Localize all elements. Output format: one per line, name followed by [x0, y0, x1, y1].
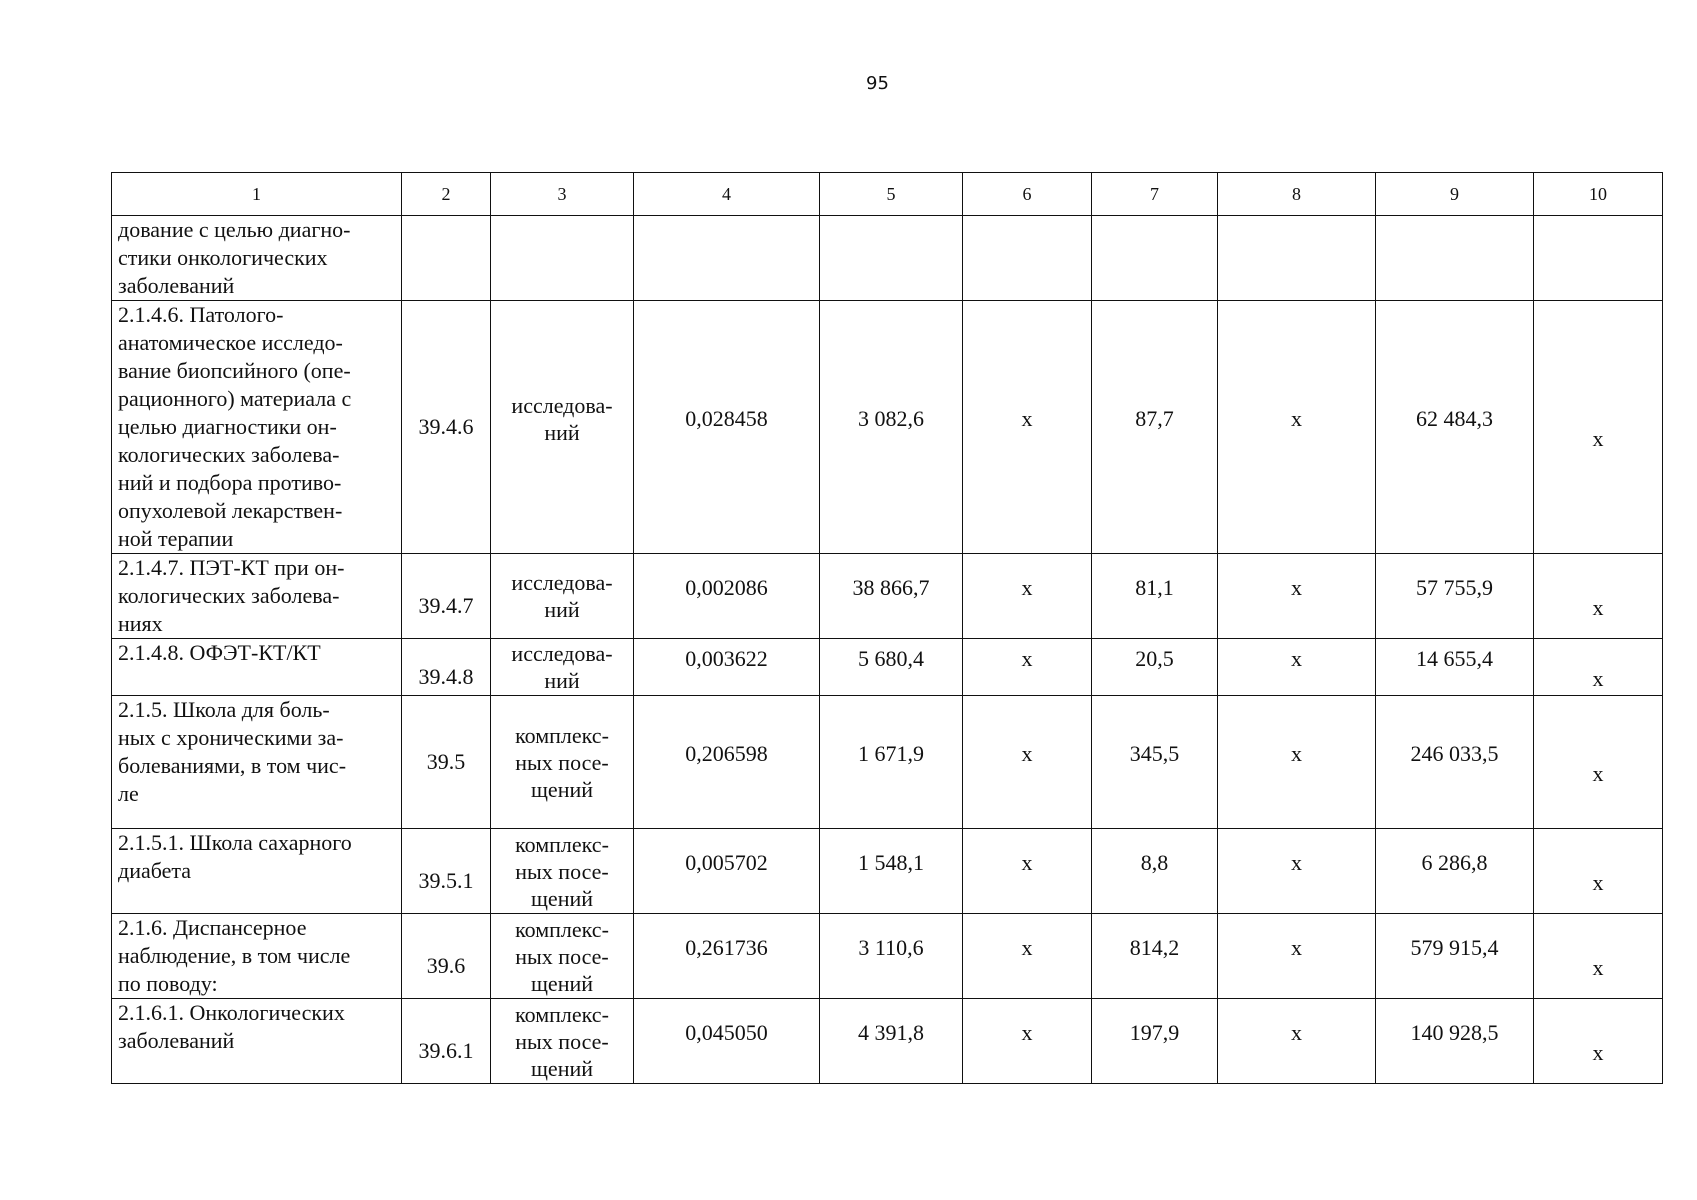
cell-c7	[1092, 914, 1218, 999]
cell-unit	[491, 554, 634, 639]
cell-value: 20,5	[1135, 646, 1174, 671]
cell-c8	[1218, 829, 1376, 914]
text-line: ных с хроническими за-	[118, 725, 344, 750]
cell-value: 579 915,4	[1410, 935, 1499, 960]
column-header: 8	[1218, 173, 1376, 216]
cell-value: 39.4.8	[418, 664, 474, 689]
cell-code	[402, 696, 491, 829]
text-line: ных посе-	[515, 943, 609, 969]
cell-c9	[1376, 696, 1534, 829]
table-row	[112, 999, 1663, 1084]
cell-value: 814,2	[1129, 935, 1180, 960]
cell-c5	[820, 829, 963, 914]
cell-c6	[963, 914, 1092, 999]
cell-value: 39.4.6	[418, 414, 474, 439]
text-line: заболеваний	[118, 1028, 235, 1053]
table-row	[112, 301, 1663, 554]
text-line: исследова-	[511, 641, 613, 666]
table-row	[112, 829, 1663, 914]
cell-c4	[634, 696, 820, 829]
cell-c5	[820, 216, 963, 301]
text-line: ле	[118, 781, 139, 806]
text-line: исследова-	[511, 570, 613, 595]
cell-unit	[491, 999, 634, 1084]
cell-unit	[491, 301, 634, 554]
column-header: 3	[491, 173, 634, 216]
cell-value: 81,1	[1135, 575, 1174, 600]
cell-value: 3 082,6	[858, 406, 924, 431]
cell-value: 57 755,9	[1416, 575, 1493, 600]
cell-value: х	[1021, 406, 1033, 431]
cell-code	[402, 999, 491, 1084]
cell-value: 39.4.7	[418, 593, 474, 618]
cell-c10	[1534, 216, 1663, 301]
cell-value: 87,7	[1135, 406, 1174, 431]
cell-value: 39.6	[426, 953, 466, 978]
cell-c9	[1376, 554, 1534, 639]
text-line: целью диагностики он-	[118, 414, 337, 439]
cell-value: х	[1592, 666, 1604, 691]
cell-value: 6 286,8	[1421, 850, 1488, 875]
text-line: рационного) материала с	[118, 386, 352, 411]
cell-code	[402, 914, 491, 999]
table-row	[112, 914, 1663, 999]
cell-value: х	[1021, 850, 1033, 875]
cell-unit	[491, 216, 634, 301]
text-line: ний	[544, 668, 580, 693]
cell-unit	[491, 639, 634, 696]
cell-value: 0,005702	[685, 850, 768, 875]
text-line: щений	[530, 776, 594, 802]
text-line: наблюдение, в том числе	[118, 943, 351, 968]
cell-value: 0,028458	[685, 406, 768, 431]
cell-c10	[1534, 999, 1663, 1084]
column-header: 6	[963, 173, 1092, 216]
cell-value: х	[1291, 935, 1302, 960]
text-line: 2.1.6.1. Онкологических	[118, 1000, 345, 1025]
cell-value: 0,206598	[685, 741, 768, 766]
cell-c7	[1092, 639, 1218, 696]
cell-value: х	[1291, 406, 1302, 431]
cell-c4	[634, 301, 820, 554]
cell-c7	[1092, 216, 1218, 301]
cell-c4	[634, 554, 820, 639]
text-line: щений	[530, 1055, 594, 1081]
cell-c8	[1218, 914, 1376, 999]
cell-c7	[1092, 696, 1218, 829]
cell-c6	[963, 554, 1092, 639]
cell-value: 39.5.1	[418, 868, 474, 893]
cell-name	[112, 999, 402, 1084]
cell-c4	[634, 914, 820, 999]
cell-c5	[820, 639, 963, 696]
column-header: 5	[820, 173, 963, 216]
cell-c9	[1376, 639, 1534, 696]
text-line: анатомическое исследо-	[118, 330, 343, 355]
cell-value: 39.5	[426, 749, 466, 774]
text-line: ной терапии	[118, 526, 234, 551]
cell-c9	[1376, 216, 1534, 301]
cell-c9	[1376, 301, 1534, 554]
cell-value: х	[1592, 1040, 1604, 1065]
text-line: стики онкологических	[118, 245, 328, 270]
cell-value: х	[1592, 426, 1604, 451]
text-line: кологических заболева-	[118, 442, 340, 467]
cell-value: 1 671,9	[858, 741, 924, 766]
text-line: ний и подбора противо-	[118, 470, 342, 495]
cell-c7	[1092, 829, 1218, 914]
cell-value: х	[1592, 595, 1604, 620]
text-line: 2.1.4.8. ОФЭТ-КТ/КТ	[118, 640, 321, 665]
column-header: 10	[1534, 173, 1663, 216]
text-line: по поводу:	[118, 971, 218, 996]
table-body	[112, 216, 1663, 1084]
cell-value: 0,045050	[685, 1020, 768, 1045]
cell-name	[112, 829, 402, 914]
cell-c6	[963, 216, 1092, 301]
text-line: 2.1.5. Школа для боль-	[118, 697, 330, 722]
cell-value: 62 484,3	[1416, 406, 1493, 431]
cell-value: 0,002086	[685, 575, 768, 600]
table-row	[112, 639, 1663, 696]
cell-value: х	[1291, 1020, 1302, 1045]
data-table	[111, 172, 1663, 1084]
text-line: вание биопсийного (опе-	[118, 358, 351, 383]
text-line: комплекс-	[515, 722, 609, 748]
cell-name	[112, 216, 402, 301]
column-header: 1	[112, 173, 402, 216]
cell-value: 14 655,4	[1416, 646, 1493, 671]
cell-c10	[1534, 301, 1663, 554]
text-line: 2.1.6. Диспансерное	[118, 915, 307, 940]
cell-c5	[820, 999, 963, 1084]
cell-c10	[1534, 914, 1663, 999]
header-row	[112, 173, 1663, 216]
cell-code	[402, 301, 491, 554]
cell-value: 0,261736	[685, 935, 768, 960]
cell-c6	[963, 301, 1092, 554]
cell-c5	[820, 696, 963, 829]
text-line: 2.1.4.7. ПЭТ-КТ при он-	[118, 555, 345, 580]
cell-value: 39.6.1	[418, 1038, 474, 1063]
text-line: ных посе-	[515, 858, 609, 884]
cell-c8	[1218, 639, 1376, 696]
text-line: ных посе-	[515, 749, 609, 775]
text-line: комплекс-	[515, 1001, 609, 1027]
text-line: болеваниями, в том чис-	[118, 753, 347, 778]
cell-c8	[1218, 216, 1376, 301]
cell-value: 140 928,5	[1410, 1020, 1499, 1045]
page-number: 95	[866, 73, 889, 94]
cell-c4	[634, 216, 820, 301]
column-header: 9	[1376, 173, 1534, 216]
cell-c6	[963, 696, 1092, 829]
cell-code	[402, 639, 491, 696]
cell-value: 345,5	[1129, 741, 1180, 766]
cell-value: 1 548,1	[858, 850, 924, 875]
cell-value: 197,9	[1129, 1020, 1180, 1045]
cell-unit	[491, 829, 634, 914]
cell-c4	[634, 999, 820, 1084]
cell-name	[112, 554, 402, 639]
cell-c7	[1092, 999, 1218, 1084]
text-line: опухолевой лекарствен-	[118, 498, 343, 523]
cell-c9	[1376, 829, 1534, 914]
cell-c6	[963, 829, 1092, 914]
text-line: ний	[544, 597, 580, 622]
text-line: ний	[544, 420, 580, 445]
cell-value: х	[1021, 646, 1033, 671]
cell-code	[402, 829, 491, 914]
text-line: диабета	[118, 858, 192, 883]
cell-c8	[1218, 554, 1376, 639]
cell-name	[112, 639, 402, 696]
cell-c5	[820, 554, 963, 639]
cell-code	[402, 554, 491, 639]
text-line: дование с целью диагно-	[118, 217, 351, 242]
cell-name	[112, 914, 402, 999]
text-line: комплекс-	[515, 916, 609, 942]
text-line: щений	[530, 970, 594, 996]
cell-c6	[963, 639, 1092, 696]
cell-c6	[963, 999, 1092, 1084]
cell-value: 8,8	[1140, 850, 1169, 875]
text-line: кологических заболева-	[118, 583, 340, 608]
text-line: 2.1.4.6. Патолого-	[118, 302, 284, 327]
cell-c4	[634, 639, 820, 696]
cell-c9	[1376, 914, 1534, 999]
text-line: исследова-	[511, 393, 613, 418]
cell-name	[112, 301, 402, 554]
cell-value: х	[1021, 575, 1033, 600]
cell-code	[402, 216, 491, 301]
table-row	[112, 216, 1663, 301]
cell-value: 246 033,5	[1410, 741, 1499, 766]
cell-value: 38 866,7	[852, 575, 930, 600]
cell-c10	[1534, 639, 1663, 696]
table-row	[112, 696, 1663, 829]
text-line: комплекс-	[515, 831, 609, 857]
cell-unit	[491, 914, 634, 999]
cell-value: х	[1021, 1020, 1033, 1045]
cell-c10	[1534, 554, 1663, 639]
cell-value: 3 110,6	[858, 935, 924, 960]
cell-value: х	[1291, 646, 1302, 671]
cell-c10	[1534, 696, 1663, 829]
cell-c10	[1534, 829, 1663, 914]
cell-c4	[634, 829, 820, 914]
cell-value: х	[1592, 761, 1604, 786]
column-header: 2	[402, 173, 491, 216]
cell-value: х	[1592, 955, 1604, 980]
cell-value: 4 391,8	[858, 1020, 924, 1045]
cell-c8	[1218, 999, 1376, 1084]
cell-c7	[1092, 301, 1218, 554]
cell-c5	[820, 301, 963, 554]
cell-c7	[1092, 554, 1218, 639]
cell-name	[112, 696, 402, 829]
text-line: заболеваний	[118, 273, 235, 298]
text-line: щений	[530, 885, 594, 911]
cell-c8	[1218, 301, 1376, 554]
text-line: ных посе-	[515, 1028, 609, 1054]
text-line: 2.1.5.1. Школа сахарного	[118, 830, 352, 855]
text-line: ниях	[118, 611, 163, 636]
cell-c9	[1376, 999, 1534, 1084]
cell-value: х	[1021, 935, 1033, 960]
cell-unit	[491, 696, 634, 829]
column-header: 7	[1092, 173, 1218, 216]
cell-c5	[820, 914, 963, 999]
column-header: 4	[634, 173, 820, 216]
cell-value: х	[1592, 870, 1604, 895]
cell-value: 0,003622	[685, 646, 768, 671]
cell-value: х	[1291, 575, 1302, 600]
cell-value: х	[1021, 741, 1033, 766]
cell-value: х	[1291, 741, 1302, 766]
table-row	[112, 554, 1663, 639]
cell-value: х	[1291, 850, 1302, 875]
cell-c8	[1218, 696, 1376, 829]
cell-value: 5 680,4	[858, 646, 924, 671]
